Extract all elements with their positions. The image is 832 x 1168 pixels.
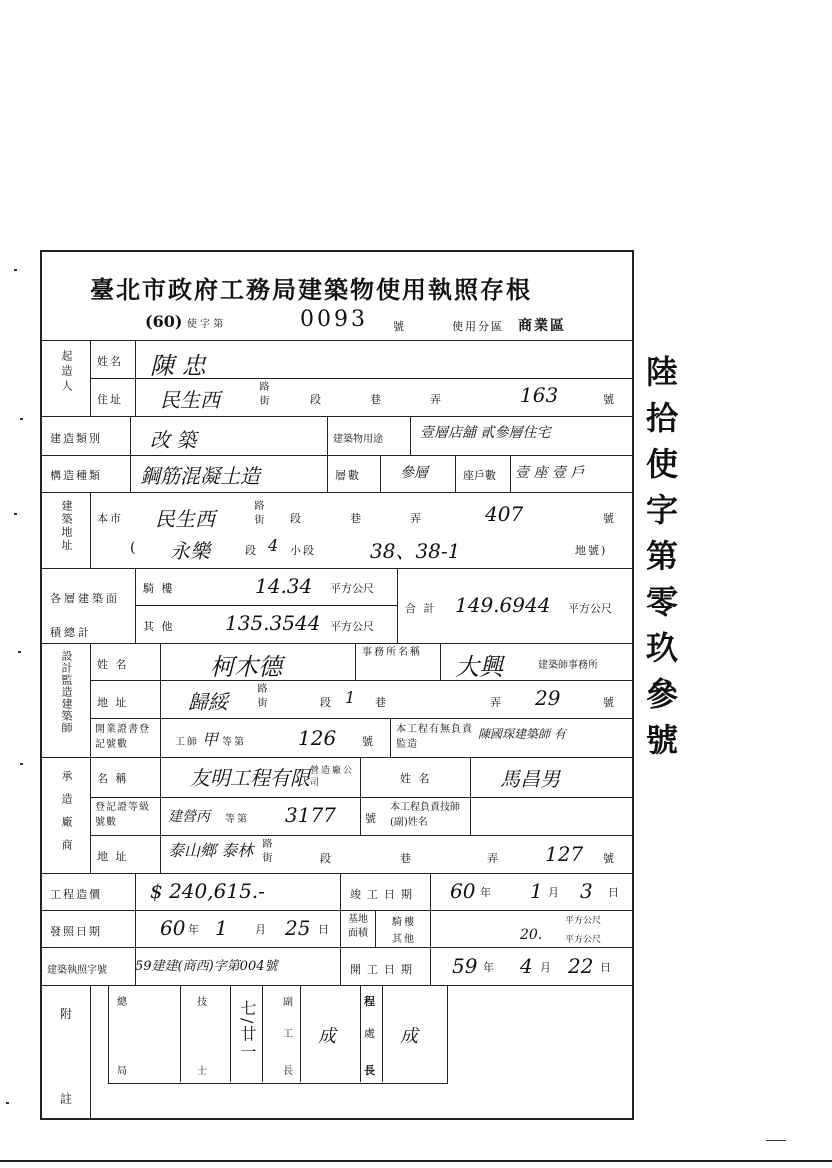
other-area-label: 其 他 <box>143 620 175 633</box>
issue-month: 1 <box>215 916 228 940</box>
site-alley: 弄 <box>410 512 423 525</box>
site-lane: 巷 <box>350 512 363 525</box>
lot-numbers: 38、38-1 <box>370 539 461 563</box>
start-year: 59 <box>452 954 478 978</box>
designer-reg-hao: 號 <box>362 735 375 748</box>
designer-alley: 弄 <box>490 696 503 709</box>
designer-reg-mid: 等第 <box>222 737 246 748</box>
side-char-4: 字 <box>641 493 679 539</box>
start-day-char: 日 <box>600 961 613 974</box>
start-month-char: 月 <box>540 961 553 974</box>
remarks-label-bottom: 註 <box>60 1092 75 1106</box>
households-label: 座戶數 <box>463 469 496 482</box>
lot-close: 地號) <box>575 544 608 557</box>
build-type-value: 改 築 <box>150 428 197 452</box>
form-title: 臺北市政府工務局建築物使用執照存根 <box>90 275 532 304</box>
site-road-suffix: 路街 <box>252 500 263 528</box>
designer-name-label: 姓 名 <box>97 658 129 671</box>
side-char-5: 第 <box>641 539 679 585</box>
side-char-2: 拾 <box>641 401 679 447</box>
side-stamp-text <box>640 355 680 769</box>
applicant-name-label: 姓名 <box>97 355 123 368</box>
complete-date-label: 竣工日期 <box>350 888 418 901</box>
contractor-lane: 巷 <box>400 852 413 865</box>
cost-label: 工程造價 <box>50 888 102 901</box>
start-day: 22 <box>568 954 594 978</box>
designer-reg-no: 126 <box>298 726 337 750</box>
license-hao: 號 <box>393 320 406 333</box>
issue-month-char: 月 <box>255 923 268 936</box>
floors-value: 參層 <box>400 465 428 481</box>
zone-value: 商業區 <box>518 318 566 334</box>
complete-day-char: 日 <box>608 886 621 899</box>
zone-label: 使用分區 <box>452 320 504 333</box>
floors-label: 層數 <box>335 469 361 482</box>
stamp-label-2: 局 <box>117 1066 129 1077</box>
contractor-reg-no: 3177 <box>285 803 336 827</box>
supervisor-label: 本工程有無負責監造 <box>396 724 473 750</box>
lot-subsection: 4 <box>268 536 279 555</box>
applicant-lane: 巷 <box>370 393 383 406</box>
approval-stamp-block <box>108 985 448 1084</box>
building-use-label: 建築物用途 <box>333 434 383 445</box>
households-value: 壹 座 壹 戶 <box>515 465 585 481</box>
building-use-value: 壹層店舖 貳參層住宅 <box>420 425 551 441</box>
designer-lane-no: 1 <box>345 688 356 707</box>
side-char-7: 玖 <box>641 631 679 677</box>
year-prefix: (60) <box>145 312 183 331</box>
stamp-label-6: 工 <box>283 1029 295 1040</box>
stamp-signature-2: 成 <box>400 1026 418 1047</box>
side-char-3: 使 <box>641 447 679 493</box>
office-label: 事務所名稱 <box>362 647 422 658</box>
contractor-name-suffix: 營造廠公司 <box>310 766 355 788</box>
designer-group-label: 設計監造建築師 <box>60 650 73 734</box>
complete-month: 1 <box>530 879 543 903</box>
complete-year-char: 年 <box>480 886 493 899</box>
arcade-unit: 平方公尺 <box>330 582 374 595</box>
issue-year-char: 年 <box>188 923 201 936</box>
contractor-group-label: 承造廠商 <box>60 770 73 862</box>
total-area-unit: 平方公尺 <box>568 602 612 615</box>
contractor-reg-class: 建營丙 <box>168 809 210 825</box>
permit-label: 建築執照字號 <box>47 965 107 976</box>
lot-section: 段 <box>245 544 258 557</box>
structure-label: 構造種類 <box>50 469 102 482</box>
lot-area: 永樂 <box>170 539 210 563</box>
site-number: 407 <box>485 502 524 526</box>
office-suffix: 建築師事務所 <box>538 660 598 671</box>
applicant-address-label: 住址 <box>97 393 123 406</box>
area-group-label: 各層建築面積總計 <box>50 592 120 639</box>
applicant-hao: 號 <box>603 393 616 406</box>
stamp-label-9: 處 <box>364 1027 377 1040</box>
designer-address-label: 地 址 <box>97 696 129 709</box>
remarks-label-top: 附 <box>60 1007 75 1021</box>
complete-day: 3 <box>580 879 593 903</box>
stamp-signature-1: 成 <box>318 1026 336 1047</box>
stamp-label-1: 總 <box>117 997 129 1008</box>
contractor-name-label: 名 稱 <box>97 772 129 785</box>
stamp-label-3: 技 <box>197 997 209 1008</box>
applicant-section: 段 <box>310 393 323 406</box>
cost-value: $ 240,615.- <box>150 879 265 903</box>
issue-day-char: 日 <box>318 923 331 936</box>
start-year-char: 年 <box>483 961 496 974</box>
contractor-address-road: 泰山鄉 泰林 <box>168 841 254 860</box>
structure-value: 鋼筋混凝土造 <box>140 464 260 488</box>
lot-open: ( <box>130 540 138 556</box>
stamp-label-5: 副 <box>283 997 295 1008</box>
site-road: 民生西 <box>155 507 215 531</box>
issue-day: 25 <box>285 916 311 940</box>
total-area-value: 149.6944 <box>455 593 551 617</box>
start-month: 4 <box>520 954 533 978</box>
applicant-road: 民生西 <box>160 388 220 412</box>
designer-reg-label: 開業證書登記號數 <box>95 724 150 750</box>
contractor-number: 127 <box>545 842 584 866</box>
contractor-hao: 號 <box>603 852 616 865</box>
office-value: 大興 <box>455 653 503 681</box>
site-section: 段 <box>290 512 303 525</box>
site-arcade-unit: 平方公尺 <box>565 916 602 926</box>
applicant-alley: 弄 <box>430 393 443 406</box>
contractor-reg-mid: 等第 <box>225 814 249 825</box>
other-area-value: 135.3544 <box>225 611 321 635</box>
designer-section: 段 <box>320 696 333 709</box>
contractor-address-label: 地 址 <box>97 850 129 863</box>
designer-reg-prefix: 工師 <box>175 737 199 748</box>
complete-year: 60 <box>450 879 476 903</box>
site-other-label: 其他 <box>392 934 416 945</box>
lot-subsection-label: 小段 <box>290 544 316 557</box>
contractor-alley: 弄 <box>487 852 500 865</box>
license-type: 使 字 第 <box>186 319 224 330</box>
build-type-label: 建造類別 <box>50 432 102 445</box>
permit-value: 59建建(商西)字第004號 <box>135 959 278 974</box>
stamp-label-4: 士 <box>197 1066 209 1077</box>
arcade-label: 騎 樓 <box>143 582 175 595</box>
side-char-1: 陸 <box>641 355 679 401</box>
supervisor-value: 陳國琛建築師 有 <box>478 727 566 741</box>
applicant-number: 163 <box>520 383 559 407</box>
site-hao: 號 <box>603 512 616 525</box>
total-area-label: 合 計 <box>405 602 437 615</box>
complete-month-char: 月 <box>548 886 561 899</box>
stamp-label-7: 長 <box>283 1066 295 1077</box>
stamp-date-text: 七/廿一 <box>238 1000 257 1062</box>
start-date-label: 開工日期 <box>350 963 418 976</box>
license-number-row <box>145 312 223 331</box>
contractor-reg-label: 登記證等級號數 <box>95 802 150 828</box>
designer-alley-no: 29 <box>535 686 561 710</box>
site-group-label: 建築地址 <box>60 500 73 552</box>
side-char-9: 號 <box>641 723 679 769</box>
stamp-label-10: 長 <box>364 1064 377 1077</box>
license-number: 0093 <box>300 307 368 332</box>
designer-road-suffix: 路街 <box>255 683 266 711</box>
designer-reg-class: 甲 <box>202 730 219 749</box>
stamp-label-8: 程 <box>364 995 377 1008</box>
contractor-reg-hao: 號 <box>365 812 378 825</box>
other-area-unit: 平方公尺 <box>330 620 374 633</box>
site-city: 本市 <box>97 512 123 525</box>
designer-name: 柯木德 <box>210 653 282 681</box>
applicant-group-label: 起造人 <box>60 350 73 395</box>
applicant-name: 陳 忠 <box>150 352 206 380</box>
contractor-name: 友明工程有限 <box>190 766 310 790</box>
contractor-section: 段 <box>320 852 333 865</box>
site-other-unit: 平方公尺 <box>565 935 602 945</box>
issue-year: 60 <box>160 916 186 940</box>
side-char-8: 參 <box>641 677 679 723</box>
arcade-value: 14.34 <box>255 574 313 598</box>
contractor-person-label: 姓 名 <box>400 772 432 785</box>
site-area-label: 基地面積 <box>348 914 368 939</box>
designer-lane: 巷 <box>375 696 388 709</box>
contractor-person: 馬昌男 <box>500 767 560 791</box>
site-other-value: 20. <box>520 927 543 943</box>
designer-hao: 號 <box>603 696 616 709</box>
applicant-road-suffix: 路街 <box>257 381 268 409</box>
tech-label: 本工程負責技師(副)姓名 <box>390 802 460 828</box>
designer-address-road: 歸綏 <box>188 690 228 714</box>
site-arcade-label: 騎樓 <box>392 917 416 928</box>
side-char-6: 零 <box>641 585 679 631</box>
contractor-road-suffix: 路街 <box>260 838 271 866</box>
issue-date-label: 發照日期 <box>50 925 102 938</box>
